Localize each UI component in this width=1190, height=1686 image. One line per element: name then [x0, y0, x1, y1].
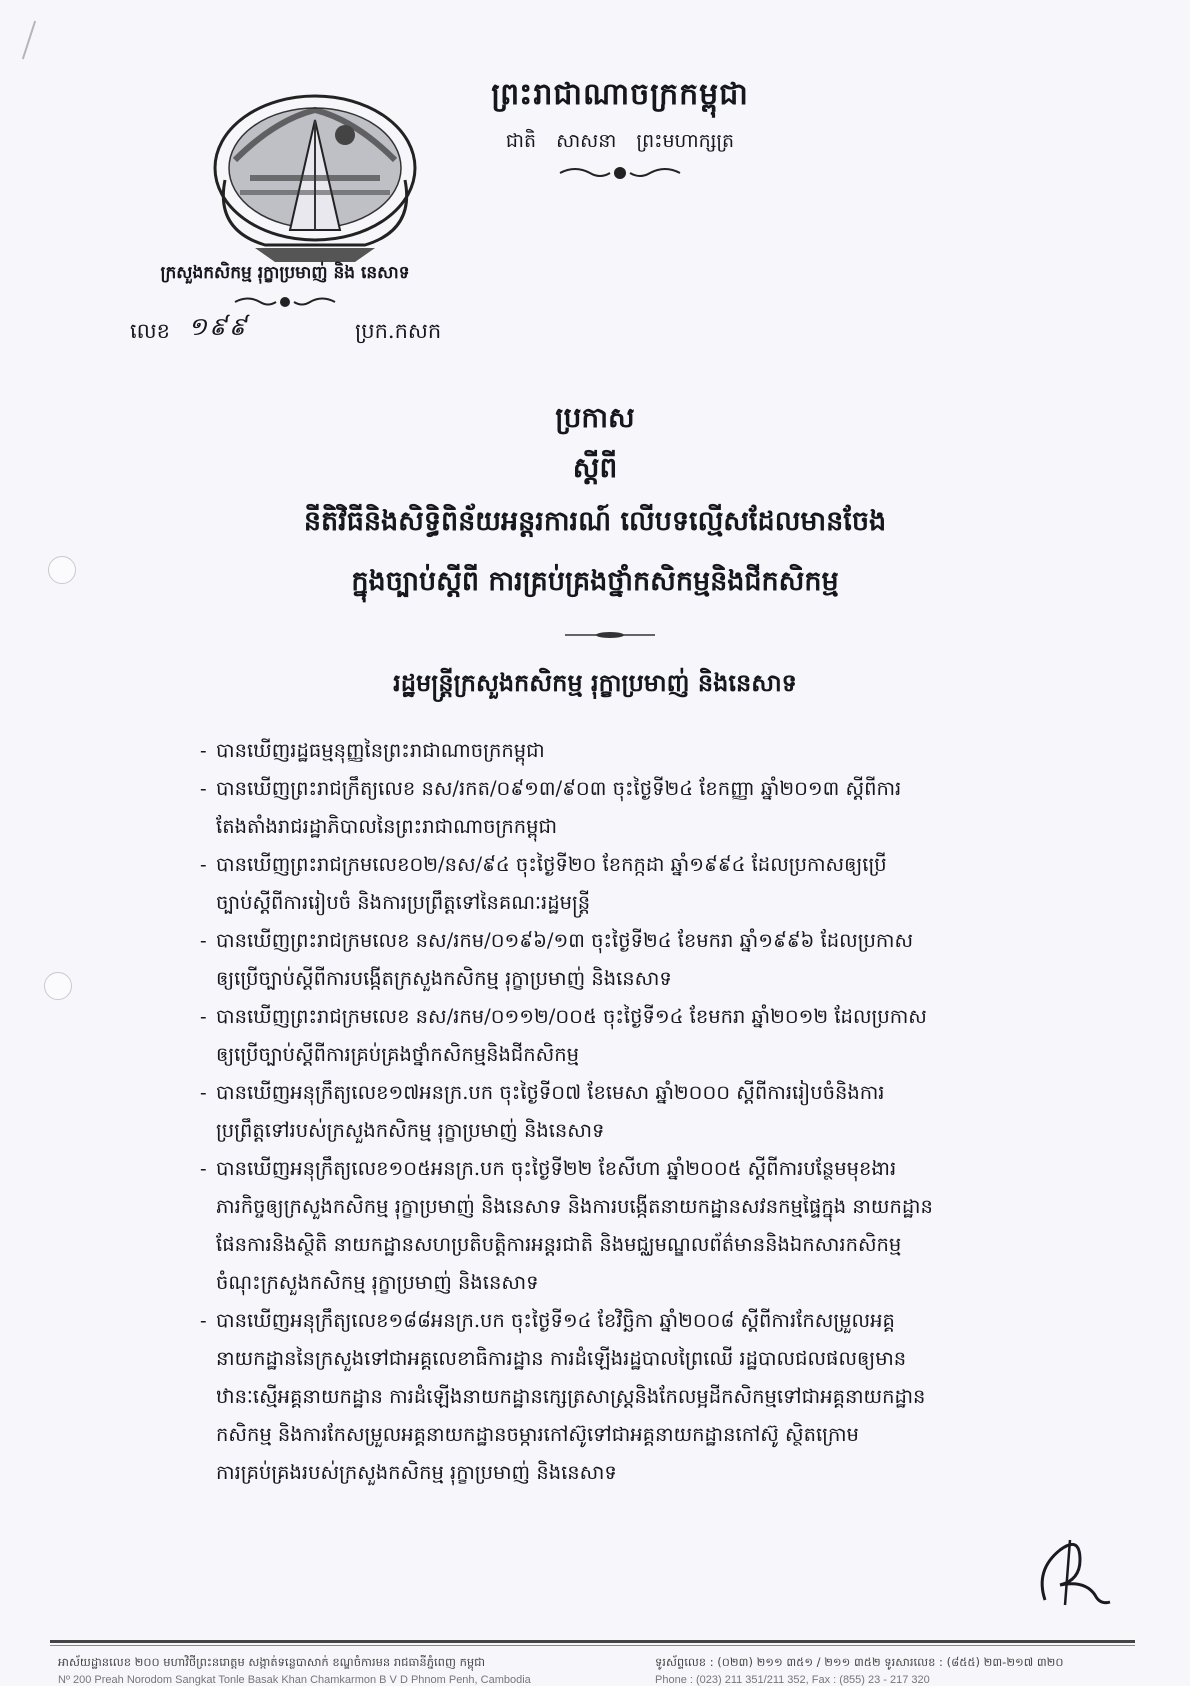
footer-address-km: អាស័យដ្ឋានលេខ ២០០ មហាវិថីព្រះនរោត្តម សង្កាត់ទន្លេបាសាក់ ខណ្ឌចំការមន រាជធានីភ្នំពេញ កម្ពុជា: [58, 1655, 486, 1669]
document-title-line-1: នីតិវិធីនិងសិទ្ធិពិន័យអន្តរការណ៍ លើបទល្មើសដែលមានចែង: [303, 506, 887, 537]
consideration-line: ប្រព្រឹត្តទៅរបស់ក្រសួងកសិកម្ម រុក្ខាប្រមាញ់ និងនេសាទ: [216, 1119, 605, 1142]
footer-rule: [50, 1640, 1135, 1643]
document-about: ស្តីពី: [572, 451, 618, 484]
consideration-line: ការគ្រប់គ្រងរបស់ក្រសួងកសិកម្ម រុក្ខាប្រមាញ់ និងនេសាទ: [216, 1461, 617, 1484]
consideration-line: - បានឃើញអនុក្រឹត្យលេខ១៨៨អនក្រ.បក ចុះថ្ងៃទី១៤ ខែវិច្ឆិកា ឆ្នាំ២០០៨ ស្តីពីការកែសម្រួលអគ្គ: [216, 1309, 895, 1332]
signature-initial-icon: [1025, 1530, 1115, 1610]
footer-phone-en: Phone : (023) 211 351/211 352, Fax : (855) 23 - 217 320: [655, 1674, 930, 1686]
considerations-list: [200, 732, 1090, 1492]
consideration-item: [200, 1150, 1090, 1302]
consideration-line: - បានឃើញព្រះរាជក្រមលេខ នស/រកម/០១៩៦/១៣ ចុះថ្ងៃទី២៤ ខែមករា ឆ្នាំ១៩៩៦ ដែលប្រកាស: [216, 929, 914, 952]
consideration-item: [200, 922, 1090, 998]
consideration-item: [200, 1074, 1090, 1150]
consideration-line: តែងតាំងរាជរដ្ឋាភិបាលនៃព្រះរាជាណាចក្រកម្ពុជា: [216, 815, 558, 838]
consideration-line: ច្បាប់ស្តីពីការរៀបចំ និងការប្រព្រឹត្តទៅនៃគណៈរដ្ឋមន្ត្រី: [216, 891, 591, 914]
footer-rule-thin: [50, 1645, 1135, 1646]
title-divider: [0, 630, 1190, 640]
punch-hole-bottom: [44, 972, 72, 1000]
reference-label: លេខ: [130, 319, 170, 343]
consideration-line: - បានឃើញព្រះរាជក្រមលេខ០២/នស/៩៤ ចុះថ្ងៃទី២០ ខែកក្កដា ឆ្នាំ១៩៩៤ ដែលប្រកាសឲ្យប្រើ: [216, 853, 887, 876]
consideration-line: - បានឃើញព្រះរាជក្រមលេខ នស/រកម/០១១២/០០៥ ចុះថ្ងៃទី១៤ ខែមករា ឆ្នាំ២០១២ ដែលប្រកាស: [216, 1005, 927, 1028]
consideration-line: ផែនការនិងស្ថិតិ នាយកដ្ឋានសហប្រតិបត្តិការអន្តរជាតិ និងមជ្ឈមណ្ឌលព័ត៌មាននិងឯកសារកសិកម្ម: [216, 1233, 902, 1256]
scan-mark: [22, 21, 36, 60]
consideration-item: [200, 770, 1090, 846]
consideration-line: - បានឃើញព្រះរាជក្រឹត្យលេខ នស/រកត/០៩១៣/៩០៣ ចុះថ្ងៃទី២៤ ខែកញ្ញា ឆ្នាំ២០១៣ ស្តីពីការ: [216, 777, 902, 800]
consideration-line: នាយកដ្ឋាននៃក្រសួងទៅជាអគ្គលេខាធិការដ្ឋាន ការដំឡើងរដ្ឋបាលព្រៃឈើ រដ្ឋបាលជលផលឲ្យមាន: [216, 1347, 907, 1370]
consideration-item: [200, 732, 1090, 770]
kingdom-header: [440, 75, 800, 181]
consideration-item: [200, 998, 1090, 1074]
footer-address-en: Nº 200 Preah Norodom Sangkat Tonle Basak Khan Chamkarmon B V D Phnom Penh, Cambodia: [58, 1674, 531, 1686]
document-type: ប្រកាស: [555, 401, 635, 434]
kingdom-motto: ជាតិ សាសនា ព្រះមហាក្សត្រ: [505, 130, 735, 152]
minister-heading: រដ្ឋមន្ត្រីក្រសួងកសិកម្ម រុក្ខាប្រមាញ់ និងនេសាទ: [393, 668, 797, 697]
consideration-line: - បានឃើញអនុក្រឹត្យលេខ១៧អនក្រ.បក ចុះថ្ងៃទី០៧ ខែមេសា ឆ្នាំ២០០០ ស្តីពីការរៀបចំនិងការ: [216, 1081, 885, 1104]
consideration-item: [200, 1302, 1090, 1492]
ornament-icon: [555, 165, 685, 181]
footer-phone-km: ទូរស័ព្ទលេខ : (០២៣) ២១១ ៣៥១ / ២១១ ៣៥២ ទូរសារលេខ : (៨៥៥) ២៣-២១៧ ៣២០: [655, 1655, 1064, 1669]
kingdom-title: ព្រះរាជាណាចក្រកម្ពុជា: [491, 77, 749, 112]
ministry-name: ក្រសួងកសិកម្ម រុក្ខាប្រមាញ់ និង នេសាទ: [160, 263, 410, 283]
royal-emblem-icon: [195, 80, 435, 265]
reference-code: ប្រក.កសក: [355, 319, 442, 343]
consideration-line: ភារកិច្ចឲ្យក្រសួងកសិកម្ម រុក្ខាប្រមាញ់ និងនេសាទ និងការបង្កើតនាយកដ្ឋានសវនកម្មផ្ទៃក្នុង នាយកដ្ឋាន: [216, 1195, 933, 1218]
consideration-item: [200, 846, 1090, 922]
ministry-header: [85, 262, 485, 309]
consideration-line: - បានឃើញរដ្ឋធម្មនុញ្ញនៃព្រះរាជាណាចក្រកម្ពុជា: [216, 739, 545, 762]
ornament-icon: [230, 295, 340, 309]
reference-number: ១៩៩: [188, 312, 249, 341]
consideration-line: - បានឃើញអនុក្រឹត្យលេខ១០៥អនក្រ.បក ចុះថ្ងៃទី២២ ខែសីហា ឆ្នាំ២០០៥ ស្តីពីការបន្ថែមមុខងារ: [216, 1157, 897, 1180]
document-title-line-2: ក្នុងច្បាប់ស្តីពី ការគ្រប់គ្រងថ្នាំកសិកម្មនិងជីកសិកម្ម: [351, 566, 839, 597]
consideration-line: ចំណុះក្រសួងកសិកម្ម រុក្ខាប្រមាញ់ និងនេសាទ: [216, 1271, 539, 1294]
consideration-line: ឋានៈស្មើអគ្គនាយកដ្ឋាន ការដំឡើងនាយកដ្ឋានក្សេត្រសាស្ត្រនិងកែលម្អដីកសិកម្មទៅជាអគ្គនាយកដ្ឋាន: [216, 1385, 926, 1408]
consideration-line: ឲ្យប្រើច្បាប់ស្តីពីការបង្កើតក្រសួងកសិកម្ម រុក្ខាប្រមាញ់ និងនេសាទ: [216, 967, 672, 990]
consideration-line: ឲ្យប្រើច្បាប់ស្តីពីការគ្រប់គ្រងថ្នាំកសិកម្មនិងជីកសិកម្ម: [216, 1043, 579, 1066]
consideration-line: កសិកម្ម និងការកែសម្រួលអគ្គនាយកដ្ឋានចម្ការកៅស៊ូទៅជាអគ្គនាយកដ្ឋានកៅស៊ូ ស្ថិតក្រោម: [216, 1423, 859, 1446]
